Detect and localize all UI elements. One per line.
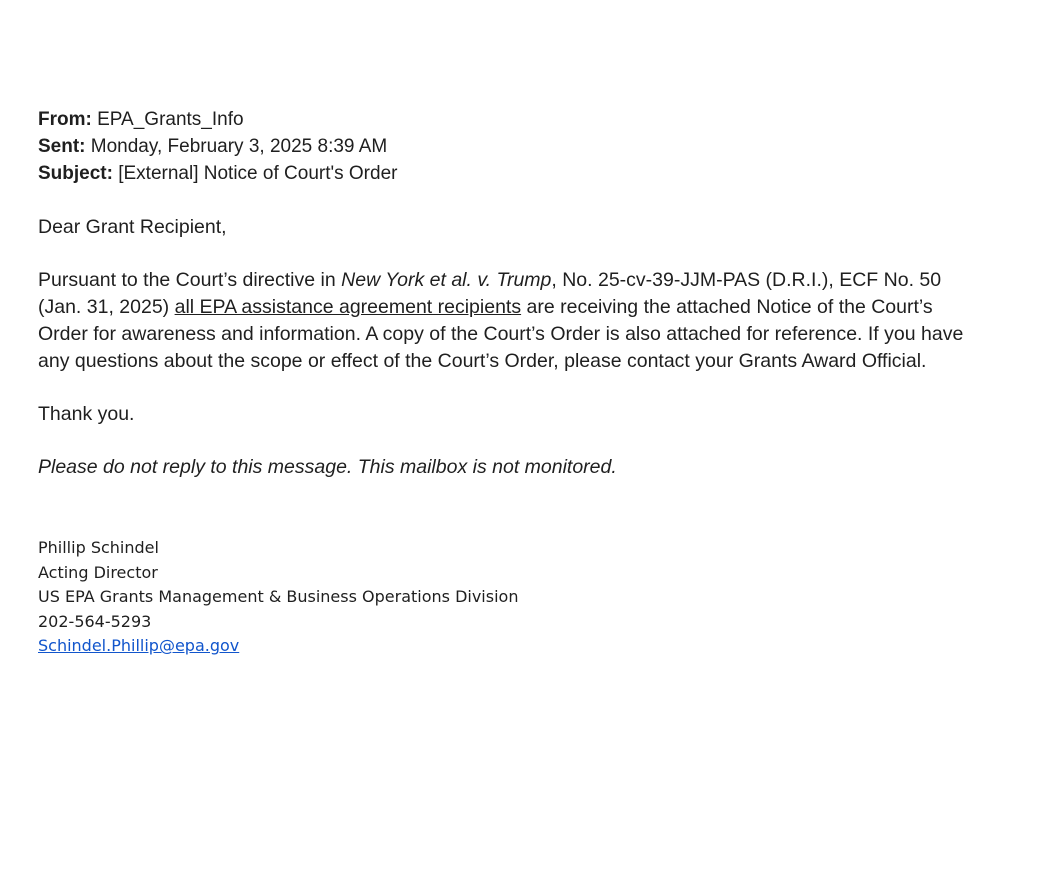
paragraph-text-c: are receiving the attached Notice of the Court’s Order for awareness and information. A copy of the Court’s Order is also attached for reference. If you have any questions about the scope or effect of the Court’s Order, please contact your Grants Award Official.	[38, 296, 964, 372]
main-paragraph	[38, 267, 978, 375]
no-reply-text: Please do not reply to this message. This mailbox is not monitored.	[38, 456, 617, 478]
case-name: New York et al. v. Trump	[341, 269, 552, 291]
paragraph-text-b: , No. 25-cv-39-JJM-PAS (D.R.I.), ECF No. 50 (Jan. 31, 2025)	[38, 269, 942, 318]
email-message	[38, 106, 978, 659]
from-label: From:	[38, 109, 92, 130]
recipients-link[interactable]: all EPA assistance agreement recipients	[174, 296, 522, 318]
thank-you: Thank you.	[38, 403, 135, 425]
email-header	[38, 106, 978, 187]
signature-block	[38, 536, 978, 659]
greeting: Dear Grant Recipient,	[38, 216, 227, 238]
signature-phone: 202-564-5293	[38, 611, 152, 631]
sent-value: Monday, February 3, 2025 8:39 AM	[90, 136, 388, 157]
signature-org: US EPA Grants Management & Business Operations Division	[38, 587, 519, 606]
sent-label: Sent:	[38, 136, 86, 157]
sent-line	[38, 133, 978, 160]
signature-email-link[interactable]: Schindel.Phillip@epa.gov	[38, 636, 240, 655]
subject-line	[38, 160, 978, 187]
from-line	[38, 106, 978, 133]
no-reply-notice	[38, 454, 978, 481]
paragraph-text-a: Pursuant to the Court’s directive in	[38, 269, 342, 291]
signature-title: Acting Director	[38, 562, 158, 582]
email-body	[38, 214, 978, 481]
signature-name: Phillip Schindel	[38, 538, 159, 557]
subject-label: Subject:	[38, 163, 113, 184]
from-value: EPA_Grants_Info	[97, 109, 244, 130]
subject-value: [External] Notice of Court's Order	[118, 163, 398, 184]
